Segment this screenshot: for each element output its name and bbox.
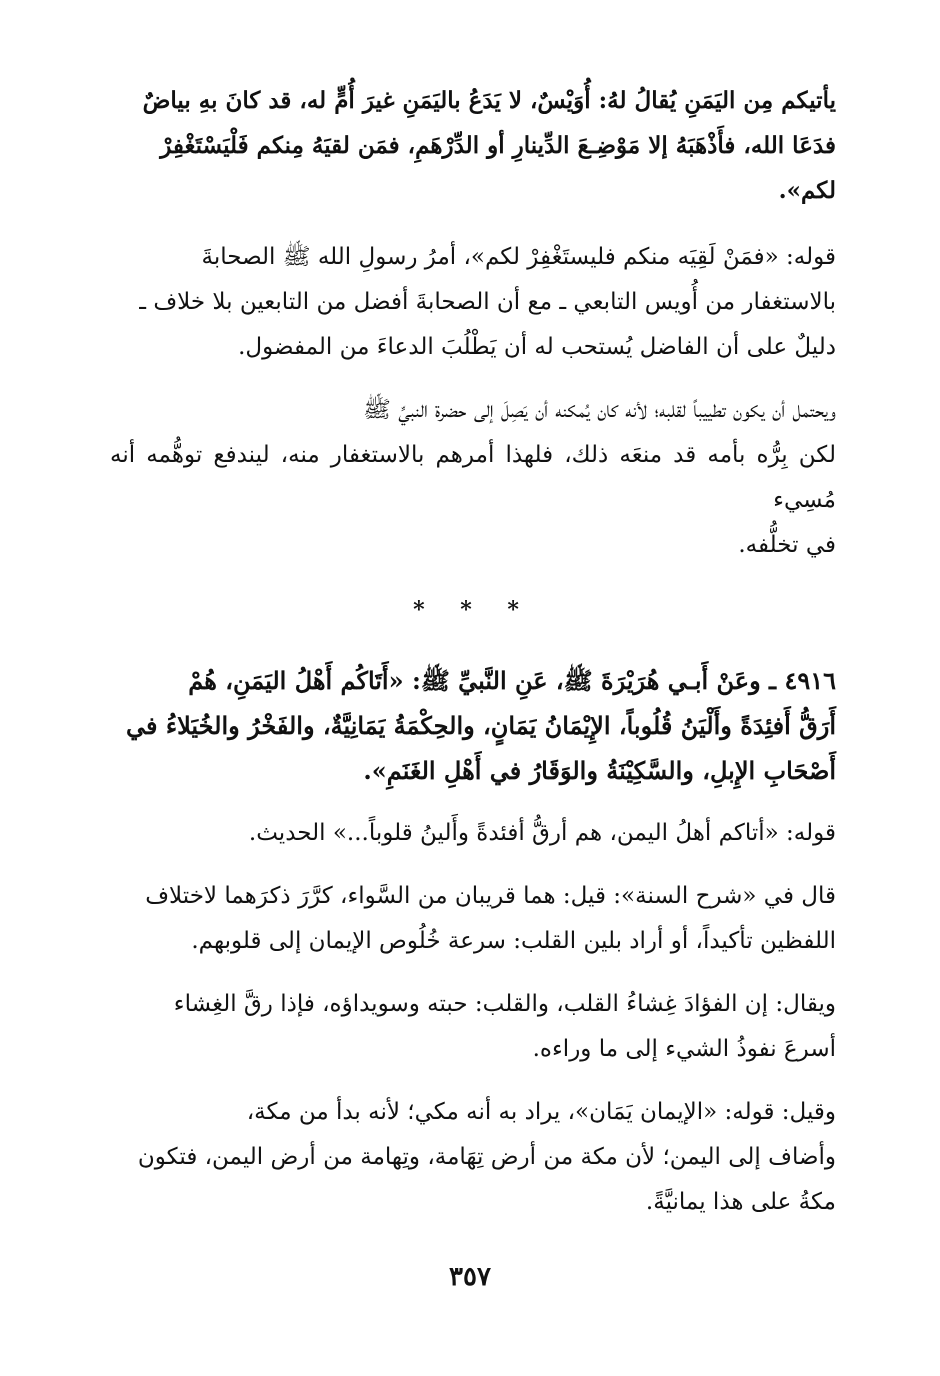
hadith-4916 bbox=[110, 658, 836, 793]
text-line: وقيل: قوله: «الإيمان يَمَان»، يراد به أنه مكي؛ لأنه بدأ من مكة، bbox=[246, 1099, 836, 1125]
text-line: فدَعَا الله، فأَذْهَبَهُ إلا مَوْضِـعَ الدِّينارِ أو الدِّرْهَمِ، فمَن لقيَهُ مِنكم فَلْيَسْتَغْفِرْ bbox=[160, 132, 836, 159]
text-line: وأضاف إلى اليمن؛ لأن مكة من أرض تِهَامة، وتِهامة من أرض اليمن، فتكون bbox=[137, 1144, 836, 1170]
text-line: اللفظين تأكيداً، أو أراد بلين القلب: سرعة خُلُوص الإيمان إلى قلوبهم. bbox=[191, 928, 836, 954]
text-line: لكن بِرُّه بأمه قد منعَه ذلك، فلهذا أمرهم بالاستغفار منه، ليندفع توهُّمه أنه مُسِيء bbox=[110, 442, 836, 513]
paragraph-commentary-2 bbox=[110, 388, 836, 568]
text-line: قوله: «أتاكم أهلُ اليمن، هم أرقُّ أفئدةً وأَلينُ قلوباً...» الحديث. bbox=[248, 820, 836, 846]
text-line: يأتيكم مِن اليَمَنِ يُقالُ لهُ: أُوَيْسٌ، لا يَدَعُ باليَمَنِ غيرَ أُمٍّ له، قد كانَ بهِ بياضٌ bbox=[142, 87, 836, 114]
commentary-fuad bbox=[110, 982, 836, 1072]
text-line: قوله: «فمَنْ لَقِيَه منكم فليستَغْفِرْ لكم»، أمرُ رسولِ الله ﷺ الصحابةَ bbox=[201, 244, 836, 270]
page-body bbox=[110, 78, 836, 1225]
commentary-sharh-sunnah bbox=[110, 874, 836, 964]
text-line: مكةُ على هذا يمانيَّةً. bbox=[645, 1189, 836, 1215]
text-line: قال في «شرح السنة»: قيل: هما قريبان من السَّواء، كرَّرَ ذكرَهما لاختلاف bbox=[145, 883, 836, 909]
paragraph-commentary-1 bbox=[110, 235, 836, 370]
text-line: في تخلُّفه. bbox=[738, 532, 836, 558]
commentary-iman-yaman bbox=[110, 1090, 836, 1225]
text-line: أَرَقُّ أَفئِدَةً وأَلْيَنُ قُلُوباً، الإِيْمَانُ يَمَانٍ، والحِكْمَةُ يَمَانِيَّةٌ، والفَخْرُ والخُيَلاءُ في bbox=[125, 711, 836, 740]
commentary-quote bbox=[110, 811, 836, 856]
text-line: لكم». bbox=[778, 177, 836, 204]
text-line: أسرعَ نفوذُ الشيء إلى ما وراءه. bbox=[532, 1036, 836, 1062]
text-line: ٤٩١٦ ـ وعَنْ أَبـي هُرَيْرَةَ ﷺ، عَنِ النَّبيِّ ﷺ: «أَتَاكُم أَهْلُ اليَمَنِ، هُمْ bbox=[188, 666, 836, 695]
section-divider: * * * bbox=[413, 597, 533, 623]
page-number: ٣٥٧ bbox=[449, 1262, 491, 1292]
paragraph-hadith-continuation bbox=[110, 78, 836, 213]
text-line: أَصْحَابِ الإِبلِ، والسَّكِيْنَةُ والوَقَارُ في أَهْلِ الغَنَمِ». bbox=[363, 756, 836, 785]
text-line: ويقال: إن الفؤادَ غِشاءُ القلب، والقلب: حبته وسويداؤه، فإذا رقَّ الغِشاء bbox=[173, 991, 836, 1017]
text-line: بالاستغفار من أُويس التابعي ـ مع أن الصحابةَ أفضل من التابعين بلا خلاف ـ bbox=[139, 289, 836, 315]
text-line: ويحتمل أن يكون تطييباً لقلبه؛ لأنه كان يُمكنه أن يَصِلَ إلى حضرة النبيِّ ﷺ bbox=[363, 397, 836, 423]
text-line: دليلٌ على أن الفاضل يُستحب له أن يَطْلُبَ الدعاءَ من المفضول. bbox=[238, 334, 836, 360]
